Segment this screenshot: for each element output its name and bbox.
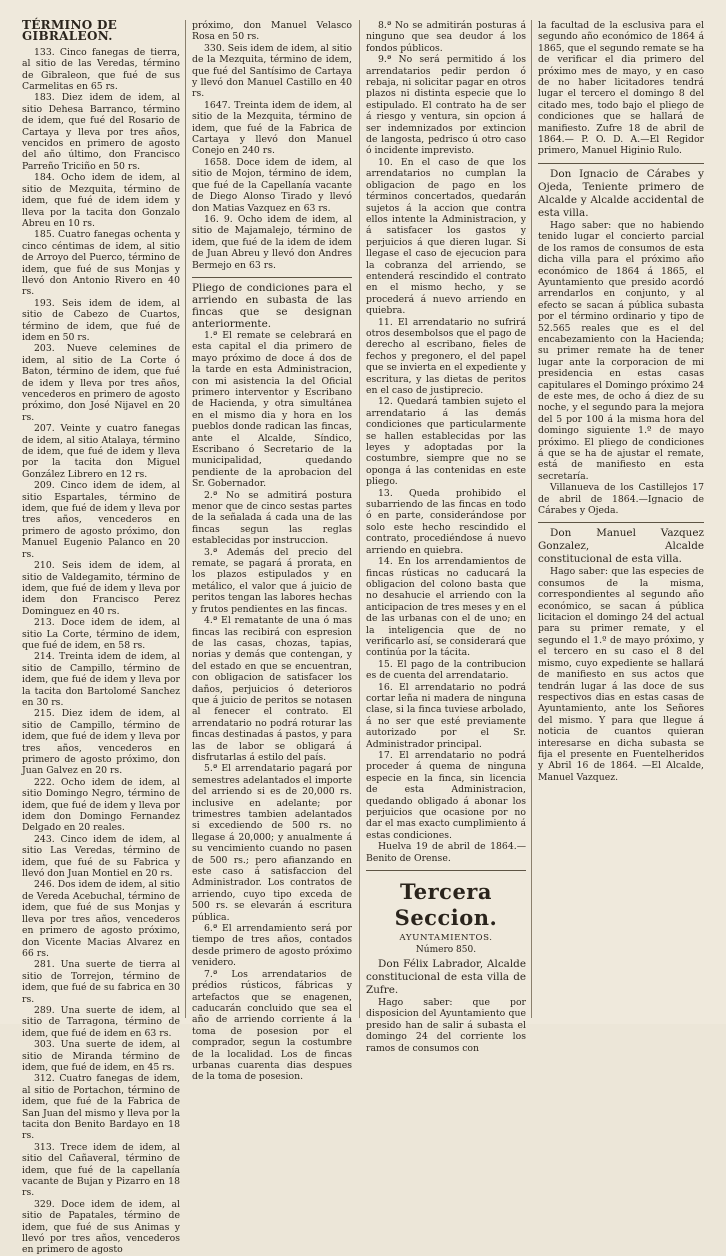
column-3 xyxy=(366,20,526,1054)
divider xyxy=(538,522,704,523)
list-item: 203. Nueve celemines de idem, al sitio de La Corte ó Baton, término de idem, que fué de idem y lleva por tres años, vencederos en primero de agosto próximo, don José Nijavel en 20 rs. xyxy=(22,343,180,423)
notice-heading: Don Félix Labrador, Alcalde constitucional de esta villa de Zufre. xyxy=(366,957,526,996)
notice-heading: Don Manuel Vazquez Gonzalez, Alcalde constitucional de esta villa. xyxy=(538,527,704,566)
condition-paragraph: 13. Queda prohibido el subarriendo de las fincas en todo ó en parte, considerándose por solo este hecho rescindido el contrato, procediéndose á nuevo arriendo en quiebra. xyxy=(366,487,526,556)
list-item: 183. Diez idem de idem, al sitio Dehesa Barranco, término de idem, que fué del Rosario de Cartaya y lleva por tres años, vencidos en primero de agosto del año último, don Francisco Parreño Triciño en 50 rs. xyxy=(22,92,180,172)
condition-paragraph: 16. El arrendatario no podrá cortar leña ni madera de ninguna clase, si la finca tuviese arbolado, á no ser que esté previamente autorizado por el Sr. Administrador principal. xyxy=(366,681,526,750)
list-item: 289. Una suerte de idem, al sitio de Tarragona, término de idem, que fué de idem en 63 rs. xyxy=(22,1004,180,1039)
condition-paragraph: 12. Quedará tambien sujeto el arrendatario á las demás condiciones que particularmente se hallen establecidas por las leyes y adoptadas por la costumbre, siempre que no se oponga á las contenidas en este pliego. xyxy=(366,396,526,488)
list-item: 329. Doce idem de idem, al sitio de Papatales, término de idem, que fué de sus Animas y llevó por tres años, vencederos en primero de agosto xyxy=(22,1198,180,1256)
condition-paragraph: 17. El arrendatario no podrá proceder á quema de ninguna especie en la finca, sin licencia de esta Administracion, quedando obligado á abonar los perjuicios que ocasione por no dar el mas exacto cumplimiento á estas condiciones. xyxy=(366,750,526,841)
condition-paragraph: 4.ª El rematante de una ó mas fincas las recibirá con espresion de las casas, chozas, tapias, norias y demás que contengan, y del estado en que se encuentran, con obligacion de satisfacer los daños, perjuicios ó deterioros que á juicio de peritos se notasen al fenecer el contrato. El arrendatario no podrá roturar las fincas destinadas á pastos, y para las de labor se obligará á disfrutarlas á estilo del país. xyxy=(192,615,352,763)
list-item: 184. Ocho idem de idem, al sitio de Mezquita, término de idem, que fué de idem idem y lleva por la tacita don Gonzalo Abreu en 10 rs. xyxy=(22,172,180,229)
list-item: 210. Seis idem de idem, al sitio de Valdegamito, término de idem, que fué de idem y lleva por idem don Francisco Perez Dominguez en 40 rs. xyxy=(22,560,180,617)
column-divider xyxy=(185,20,186,1018)
condition-paragraph: 9.ª No será permitido á los arrendatarios pedir perdon ó rebaja, ni solicitar pagar en otros plazos ni distinta especie que lo estipulado. El contrato ha de ser á riesgo y ventura, sin opcion á ser indemnizados por extincion de langosta, pedrisco ú otro caso ó incidente imprevisto. xyxy=(366,54,526,157)
divider xyxy=(192,277,352,278)
list-item: 243. Cinco idem de idem, al sitio Las Veredas, término de idem, que fué de su Fabrica y llevó don Juan Montiel en 20 rs. xyxy=(22,833,180,880)
list-item: 330. Seis idem de idem, al sitio de la Mezquita, término de idem, que fué del Santísimo de Cartaya y llevó don Manuel Castillo en 40 rs. xyxy=(192,42,352,100)
notice-heading: Don Ignacio de Cárabes y Ojeda, Teniente primero de Alcalde y Alcalde accidental de esta villa. xyxy=(538,167,704,219)
list-item: 214. Treinta idem de idem, al sitio de Campillo, término de idem, que fué de idem y lleva por la tacita don Bartolomé Sanchez en 30 rs. xyxy=(22,651,180,708)
section-title-gibraleon: TÉRMINO DE GIBRALEON. xyxy=(22,18,118,44)
condition-paragraph: 3.ª Además del precio del remate, se pagará á prorata, en los plazos estipulados y en metálico, el valor que á juicio de peritos tengan las labores hechas y frutos pendientes en las fincas. xyxy=(192,546,352,615)
list-item: 193. Seis idem de idem, al sitio de Cabezo de Cuartos, término de idem, que fué de idem en 50 rs. xyxy=(22,297,180,343)
condition-paragraph: 11. El arrendatario no sufrirá otros desembolsos que el pago de derecho al escribano, fieles de fechos y pregonero, el del papel que se invierta en el expediente y escritura, y las dietas de peritos en el caso de justiprecio. xyxy=(366,316,526,396)
notice-paragraph: Villanueva de los Castillejos 17 de abril de 1864.—Ignacio de Cárabes y Ojeda. xyxy=(538,482,704,517)
section-title-tercera: Tercera Seccion. xyxy=(394,879,498,931)
list-item: 215. Diez idem de idem, al sitio de Campillo, término de idem, que fué de idem y lleva por tres años, vencederos en primero de agosto próximo, don Juan Galvez en 20 rs. xyxy=(22,708,180,777)
divider xyxy=(366,870,526,871)
column-4 xyxy=(538,20,704,1018)
list-item: 133. Cinco fanegas de tierra, al sitio de las Veredas, término de Gibraleon, que fué de sus Carmelitas en 65 rs. xyxy=(22,46,180,93)
list-item: 185. Cuatro fanegas ochenta y cinco céntimas de idem, al sitio de Arroyo del Puerco, término de idem, que fué de sus Monjas y llevó don Antonio Rivero en 40 rs. xyxy=(22,229,180,298)
list-item: 1658. Doce idem de idem, al sitio de Mojon, término de idem, que fué de la Capellanía vacante de Diego Alonso Tirado y llevó don Matias Vazquez en 63 rs. xyxy=(192,156,352,214)
notice-paragraph: Hago saber: que por disposicion del Ayuntamiento que presido han de salir á subasta el domingo 24 del corriente los ramos de consumos con xyxy=(366,996,526,1054)
notice-number: Número 850. xyxy=(415,945,477,956)
column-1 xyxy=(22,18,180,1256)
divider xyxy=(538,163,704,164)
column-divider xyxy=(359,20,360,1018)
list-item: 222. Ocho idem de idem, al sitio Domingo Negro, término de idem, que fué de idem y lleva por idem don Domingo Fernandez Delgado en 20 reales. xyxy=(22,776,180,834)
notice-paragraph: Hago saber: que no habiendo tenido lugar el concierto parcial de los ramos de consumos de esta dicha villa para el próximo año económico de 1864 á 1865, el Ayuntamiento que presido acordó arrendarlos en conjunto, y al efecto se sacan á pública subasta por el término ordinario y tipo de 52.565 reales que es el del encabezamiento con la Hacienda; su primer remate ha de tener lugar ante la corporacion de mi presidencia en estas casas capitulares el Domingo próximo 24 de este mes, de ocho á diez de su noche, y el segundo para la mejora del 5 por 100 á la misma hora del domingo siguiente 1.º de mayo próximo. El pliego de condiciones á que se ha de ajustar el remate, está de manifiesto en esta secretaría. xyxy=(538,219,704,482)
condition-paragraph: 1.ª El remate se celebrará en esta capital el dia primero de mayo próximo de doce á dos de la tarde en esta Administracion, con mi asistencia la del Oficial primero interventor y Escribano de Hacienda, y otra simultánea en el mismo dia y hora en los pueblos donde radican las fincas, ante el Alcalde, Síndico, Escribano ó Secretario de la municipalidad, quedando pendiente de la aprobacion del Sr. Gobernador. xyxy=(192,329,352,490)
list-item: 209. Cinco idem de idem, al sitio Espartales, término de idem, que fué de idem y lleva por tres años, vencederos en primero de agosto próximo, don Manuel Eugenio Palanco en 20 rs. xyxy=(22,480,180,560)
list-item: próximo, don Manuel Velasco Rosa en 50 rs. xyxy=(192,20,352,43)
column-divider xyxy=(531,20,532,1018)
condition-paragraph: 8.ª No se admitirán posturas á ninguno que sea deudor á los fondos públicos. xyxy=(366,20,526,54)
condition-paragraph: 7.ª Los arrendatarios de prédios rústicos, fábricas y artefactos que se enagenen, caducarán concluido que sea el año de arriendo corriente á la toma de posesion por el comprador, segun la costumbre de la localidad. Los de fincas urbanas cuarenta dias despues de la toma de posesion. xyxy=(192,968,352,1083)
subsection-title: AYUNTAMIENTOS. xyxy=(399,933,493,944)
condition-paragraph: 10. En el caso de que los arrendatarios no cumplan la obligacion de pago en los términos concertados, quedarán sujetos á la accion que contra ellos intente la Administracion, y á satisfacer los gastos y perjuicios á que dieren lugar. Si llegase el caso de ejecucion para la cobranza del arriendo, se entenderá rescindido el contrato en el mismo hecho, y se procederá á nuevo arriendo en quiebra. xyxy=(366,156,526,317)
condition-paragraph: 5.ª El arrendatario pagará por semestres adelantados el importe del arriendo si es de 20,000 rs. inclusive en adelante; por trimestres tambien adelantados si excediendo de 500 rs. no llegase á 20,000; y anualmente á su vencimiento cuando no pasen de 500 rs.; pero afianzando en este caso á satisfaccion del Administrador. Los contratos de arriendo, cuyo tipo exceda de 500 rs. se elevarán á escritura pública. xyxy=(192,763,352,923)
condition-paragraph: 6.ª El arrendamiento será por tiempo de tres años, contados desde primero de agosto próximo venidero. xyxy=(192,923,352,969)
notice-paragraph: la facultad de la esclusiva para el segundo año económico de 1864 á 1865, que el segundo remate se ha de verificar el dia primero del próximo mes de mayo, y en caso de no haber licitadores tendrá lugar el tercero el domingo 8 del citado mes, todo bajo el pliego de condiciones que se hallará de manifiesto. Zufre 18 de abril de 1864.— P. O. D. A.—El Regidor primero, Manuel Higinio Rulo. xyxy=(538,20,704,157)
conditions-heading: Pliego de condiciones para el arriendo en subasta de las fincas que se designan anteriormente. xyxy=(192,281,352,330)
column-2 xyxy=(192,20,352,1083)
list-item: 1647. Treinta idem de idem, al sitio de la Mezquita, término de idem, que fué de la Fabrica de Cartaya y llevó don Manuel Conejo en 240 rs. xyxy=(192,99,352,157)
notice-paragraph: Hago saber: que las especies de consumos de la misma, correspondientes al segundo año económico, se sacan á pública licitacion el domingo 24 del actual para su primer remate, y el segundo el 1.º de mayo próximo, y el tercero en su caso el 8 del mismo, cuyo expediente se hallará de manifiesto en sus actos que tendrán lugar á las doce de sus respectivos dias en estas casas de Ayuntamiento, ante los Señores del mismo. Y para que llegue á noticia de cuantos quieran interesarse en dicha subasta se fija el presente en Fuentelheridos y Abril 16 de 1864. —El Alcalde, Manuel Vazquez. xyxy=(538,566,704,783)
list-item: 303. Una suerte de idem, al sitio de Miranda término de idem, que fué de idem, en 45 rs. xyxy=(22,1039,180,1073)
list-item: 213. Doce idem de idem, al sitio La Corte, término de idem, que fué de idem, en 58 rs. xyxy=(22,617,180,651)
condition-paragraph: 2.ª No se admitirá postura menor que de cinco sestas partes de la señalada á cada una de las fincas segun las reglas establecidas por instruccion. xyxy=(192,489,352,547)
list-item: 312. Cuatro fanegas de idem, al sitio de Portachon, término de idem, que fué de la Fabrica de San Juan del mismo y lleva por la tacita don Benito Bardayo en 18 rs. xyxy=(22,1073,180,1142)
list-item: 281. Una suerte de tierra al sitio de Torrejon, término de idem, que fué de su fabrica en 30 rs. xyxy=(22,959,180,1005)
condition-paragraph: 15. El pago de la contribucion es de cuenta del arrendatario. xyxy=(366,658,526,682)
list-item: 246. Dos idem de idem, al sitio de Vereda Acebuchal, término de idem, que fué de sus Monjas y lleva por tres años, vencederos en primero de agosto próximo, don Vicente Macias Alvarez en 66 rs. xyxy=(22,879,180,959)
signature-line: Huelva 19 de abril de 1864.— Benito de Orense. xyxy=(366,841,526,864)
list-item: 207. Veinte y cuatro fanegas de idem, al sitio Atalaya, término de idem, que fué de idem y lleva por la tacita don Miguel González Librero en 12 rs. xyxy=(22,423,180,480)
list-item: 16. 9. Ocho idem de idem, al sitio de Majamalejo, término de idem, que fué de la idem de idem de Juan Abreu y llevó don Andres Bermejo en 63 rs. xyxy=(192,213,352,271)
condition-paragraph: 14. En los arrendamientos de fincas rústicas no caducará la obligacion del colono basta que no desahucie el arriendo con la anticipacion de tres meses y en el de las urbanas con el de uno; en la inteligencia que de no verificarlo así, se considerará que continúa por la tácita. xyxy=(366,556,526,659)
list-item: 313. Trece idem de idem, al sitio del Cañaveral, término de idem, que fué de la capellanía vacante de Bujan y Pizarro en 18 rs. xyxy=(22,1141,180,1199)
